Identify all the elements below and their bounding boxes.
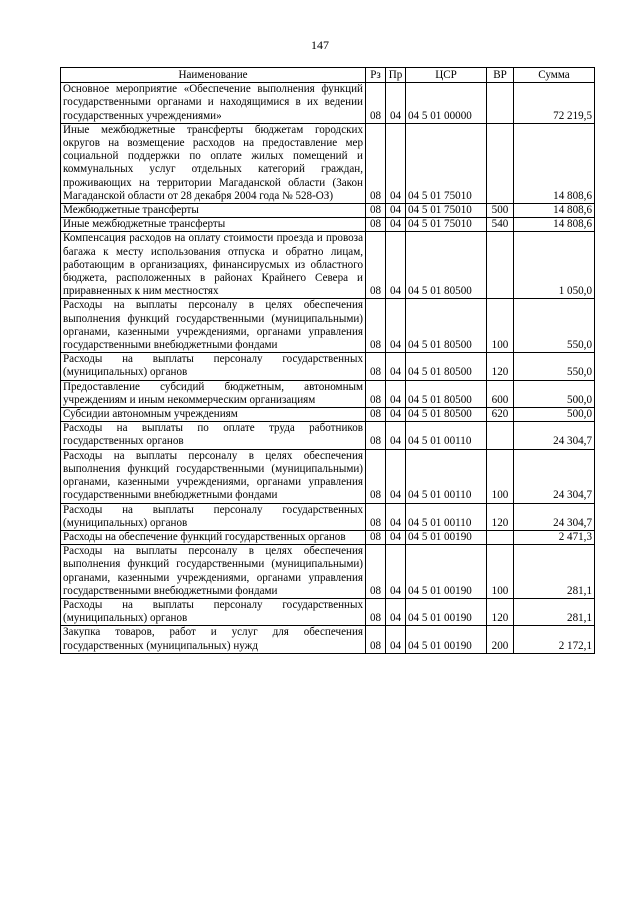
- header-sum: Сумма: [514, 68, 595, 83]
- row-name: Основное мероприятие «Обеспечение выполнения функций государственными органами и находящимися в их ведении государственных учреждениями»: [61, 83, 366, 124]
- row-name: Расходы на выплаты персоналу государственных (муниципальных) органов: [61, 353, 366, 380]
- row-csr: 04 5 01 00110: [406, 422, 487, 449]
- row-rz: 08: [366, 503, 386, 530]
- row-pr: 04: [386, 598, 406, 625]
- row-sum: 500,0: [514, 380, 595, 407]
- row-pr: 04: [386, 83, 406, 124]
- row-pr: 04: [386, 123, 406, 203]
- row-name: Расходы на выплаты персоналу в целях обеспечения выполнения функций государственными (муниципальными) органами, казенными учреждениями, органами управления государственными внебюджетными фондами: [61, 299, 366, 353]
- table-row: [61, 353, 595, 380]
- row-pr: 04: [386, 204, 406, 218]
- row-pr: 04: [386, 408, 406, 422]
- row-sum: 2 172,1: [514, 626, 595, 653]
- row-name: Компенсация расходов на оплату стоимости проезда и провоза багажа к месту использования отпуска и обратно лицам, работающим в организациях, финансирусмых из областного бюджета, расположенных в районах Крайнего Севера и приравненных к ним местностях: [61, 232, 366, 299]
- row-pr: 04: [386, 232, 406, 299]
- row-name: Предоставление субсидий бюджетным, автономным учреждениям и иным некоммерческим организациям: [61, 380, 366, 407]
- row-vr: 540: [487, 218, 514, 232]
- row-name: Межбюджетные трансферты: [61, 204, 366, 218]
- row-rz: 08: [366, 123, 386, 203]
- row-name: Субсидии автономным учреждениям: [61, 408, 366, 422]
- table-row: [61, 626, 595, 653]
- row-vr: [487, 232, 514, 299]
- row-rz: 08: [366, 218, 386, 232]
- row-name: Иные межбюджетные трансферты бюджетам городских округов на возмещение расходов на предоставление мер социальной поддержки по оплате жилых помещений и коммунальных услуг отдельных категорий граждан, проживающих на территории Магаданской области (Закон Магаданской области от 28 декабря 2004 года № 528-ОЗ): [61, 123, 366, 203]
- row-csr: 04 5 01 75010: [406, 204, 487, 218]
- row-rz: 08: [366, 83, 386, 124]
- table-row: [61, 380, 595, 407]
- table-row: [61, 530, 595, 544]
- row-rz: 08: [366, 353, 386, 380]
- row-csr: 04 5 01 80500: [406, 232, 487, 299]
- table-row: [61, 408, 595, 422]
- row-vr: 100: [487, 299, 514, 353]
- row-sum: 281,1: [514, 598, 595, 625]
- row-csr: 04 5 01 00190: [406, 626, 487, 653]
- row-rz: 08: [366, 408, 386, 422]
- row-vr: [487, 83, 514, 124]
- row-vr: 200: [487, 626, 514, 653]
- header-csr: ЦСР: [406, 68, 487, 83]
- table-row: [61, 218, 595, 232]
- row-sum: 24 304,7: [514, 449, 595, 503]
- table-row: [61, 232, 595, 299]
- row-rz: 08: [366, 422, 386, 449]
- row-name: Расходы на выплаты персоналу государственных (муниципальных) органов: [61, 598, 366, 625]
- row-csr: 04 5 01 80500: [406, 299, 487, 353]
- row-csr: 04 5 01 80500: [406, 353, 487, 380]
- row-vr: 100: [487, 545, 514, 599]
- row-vr: 120: [487, 503, 514, 530]
- row-sum: 14 808,6: [514, 218, 595, 232]
- header-pr: Пр: [386, 68, 406, 83]
- row-pr: 04: [386, 353, 406, 380]
- row-rz: 08: [366, 626, 386, 653]
- row-vr: [487, 123, 514, 203]
- row-pr: 04: [386, 545, 406, 599]
- row-rz: 08: [366, 204, 386, 218]
- row-vr: 600: [487, 380, 514, 407]
- row-pr: 04: [386, 299, 406, 353]
- row-sum: 14 808,6: [514, 204, 595, 218]
- row-rz: 08: [366, 545, 386, 599]
- row-sum: 550,0: [514, 299, 595, 353]
- row-rz: 08: [366, 380, 386, 407]
- table-row: [61, 598, 595, 625]
- row-rz: 08: [366, 232, 386, 299]
- row-rz: 08: [366, 449, 386, 503]
- row-vr: 120: [487, 598, 514, 625]
- row-name: Расходы на выплаты персоналу в целях обеспечения выполнения функций государственными (муниципальными) органами, казенными учреждениями, органами управления государственными внебюджетными фондами: [61, 545, 366, 599]
- table-row: [61, 204, 595, 218]
- row-name: Расходы на выплаты персоналу государственных (муниципальных) органов: [61, 503, 366, 530]
- row-sum: 550,0: [514, 353, 595, 380]
- row-name: Расходы на выплаты персоналу в целях обеспечения выполнения функций государственными (муниципальными) органами, казенными учреждениями, органами управления государственными внебюджетными фондами: [61, 449, 366, 503]
- row-csr: 04 5 01 80500: [406, 408, 487, 422]
- row-sum: 24 304,7: [514, 422, 595, 449]
- row-csr: 04 5 01 00000: [406, 83, 487, 124]
- row-rz: 08: [366, 598, 386, 625]
- row-csr: 04 5 01 75010: [406, 218, 487, 232]
- row-sum: 72 219,5: [514, 83, 595, 124]
- budget-table: [60, 67, 595, 654]
- row-vr: 120: [487, 353, 514, 380]
- row-csr: 04 5 01 00190: [406, 530, 487, 544]
- row-csr: 04 5 01 80500: [406, 380, 487, 407]
- row-csr: 04 5 01 00190: [406, 545, 487, 599]
- table-row: [61, 449, 595, 503]
- row-pr: 04: [386, 626, 406, 653]
- row-csr: 04 5 01 75010: [406, 123, 487, 203]
- row-pr: 04: [386, 422, 406, 449]
- row-vr: 100: [487, 449, 514, 503]
- header-vr: ВР: [487, 68, 514, 83]
- table-row: [61, 299, 595, 353]
- row-vr: [487, 422, 514, 449]
- row-name: Иные межбюджетные трансферты: [61, 218, 366, 232]
- row-sum: 1 050,0: [514, 232, 595, 299]
- row-sum: 2 471,3: [514, 530, 595, 544]
- row-pr: 04: [386, 503, 406, 530]
- row-rz: 08: [366, 530, 386, 544]
- row-pr: 04: [386, 530, 406, 544]
- row-sum: 500,0: [514, 408, 595, 422]
- row-name: Закупка товаров, работ и услуг для обеспечения государственных (муниципальных) нужд: [61, 626, 366, 653]
- row-pr: 04: [386, 449, 406, 503]
- header-name: Наименование: [61, 68, 366, 83]
- row-name: Расходы на обеспечение функций государственных органов: [61, 530, 366, 544]
- row-vr: 500: [487, 204, 514, 218]
- row-sum: 14 808,6: [514, 123, 595, 203]
- header-rz: Рз: [366, 68, 386, 83]
- row-csr: 04 5 01 00110: [406, 449, 487, 503]
- table-row: [61, 123, 595, 203]
- page-number: 147: [311, 38, 329, 52]
- row-vr: [487, 530, 514, 544]
- row-rz: 08: [366, 299, 386, 353]
- row-csr: 04 5 01 00190: [406, 598, 487, 625]
- row-pr: 04: [386, 380, 406, 407]
- row-pr: 04: [386, 218, 406, 232]
- table-row: [61, 545, 595, 599]
- row-sum: 281,1: [514, 545, 595, 599]
- table-row: [61, 422, 595, 449]
- table-row: [61, 83, 595, 124]
- row-csr: 04 5 01 00110: [406, 503, 487, 530]
- row-vr: 620: [487, 408, 514, 422]
- row-sum: 24 304,7: [514, 503, 595, 530]
- table-header-row: [61, 68, 595, 83]
- row-name: Расходы на выплаты по оплате труда работников государственных органов: [61, 422, 366, 449]
- table-row: [61, 503, 595, 530]
